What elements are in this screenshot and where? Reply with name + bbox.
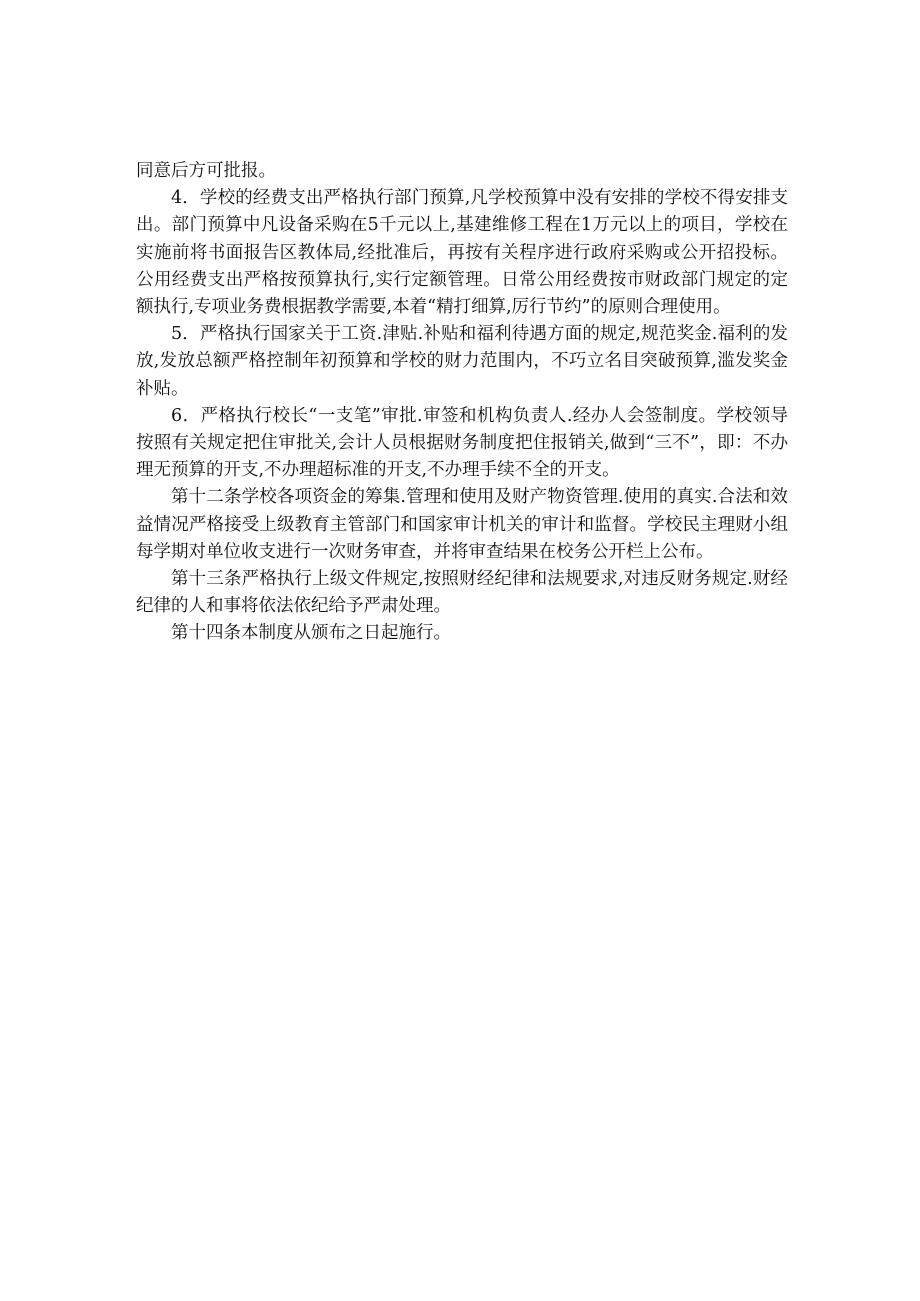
paragraph-article-12: 第十二条学校各项资金的筹集.管理和使用及财产物资管理.使用的真实.合法和效益情况严格接受上级教育主管部门和国家审计机关的审计和监督。学校民主理财小组每学期对单位收支进行一次财务审查，并将审查结果在校务公开栏上公布。 [136, 487, 788, 562]
paragraph-article-14: 第十四条本制度从颁布之日起施行。 [171, 623, 451, 644]
paragraph-item-6: 6．严格执行校长“一支笔”审批.审签和机构负责人.经办人会签制度。学校领导按照有关规定把住审批关,会计人员根据财务制度把住报销关,做到“三不”，即：不办理无预算的开支,不办理超标准的开支,不办理手续不全的开支。 [136, 405, 788, 481]
paragraph-article-13: 第十三条严格执行上级文件规定,按照财经纪律和法规要求,对违反财务规定.财经纪律的人和事将依法依纪给予严肃处理。 [136, 569, 788, 617]
document-body [136, 158, 788, 648]
paragraph-item-4: 4．学校的经费支出严格执行部门预算,凡学校预算中没有安排的学校不得安排支出。部门预算中凡设备采购在5千元以上,基建维修工程在1万元以上的项目，学校在实施前将书面报告区教体局,经批准后，再按有关程序进行政府采购或公开招投标。公用经费支出严格按预算执行,实行定额管理。日常公用经费按市财政部门规定的定额执行,专项业务费根据教学需要,本着“精打细算,厉行节约”的原则合理使用。 [136, 188, 788, 318]
paragraph-continuation: 同意后方可批报。 [136, 161, 276, 181]
paragraph-item-5: 5．严格执行国家关于工资.津贴.补贴和福利待遇方面的规定,规范奖金.福利的发放,发放总额严格控制年初预算和学校的财力范围内，不巧立名目突破预算,滥发奖金补贴。 [136, 324, 788, 399]
